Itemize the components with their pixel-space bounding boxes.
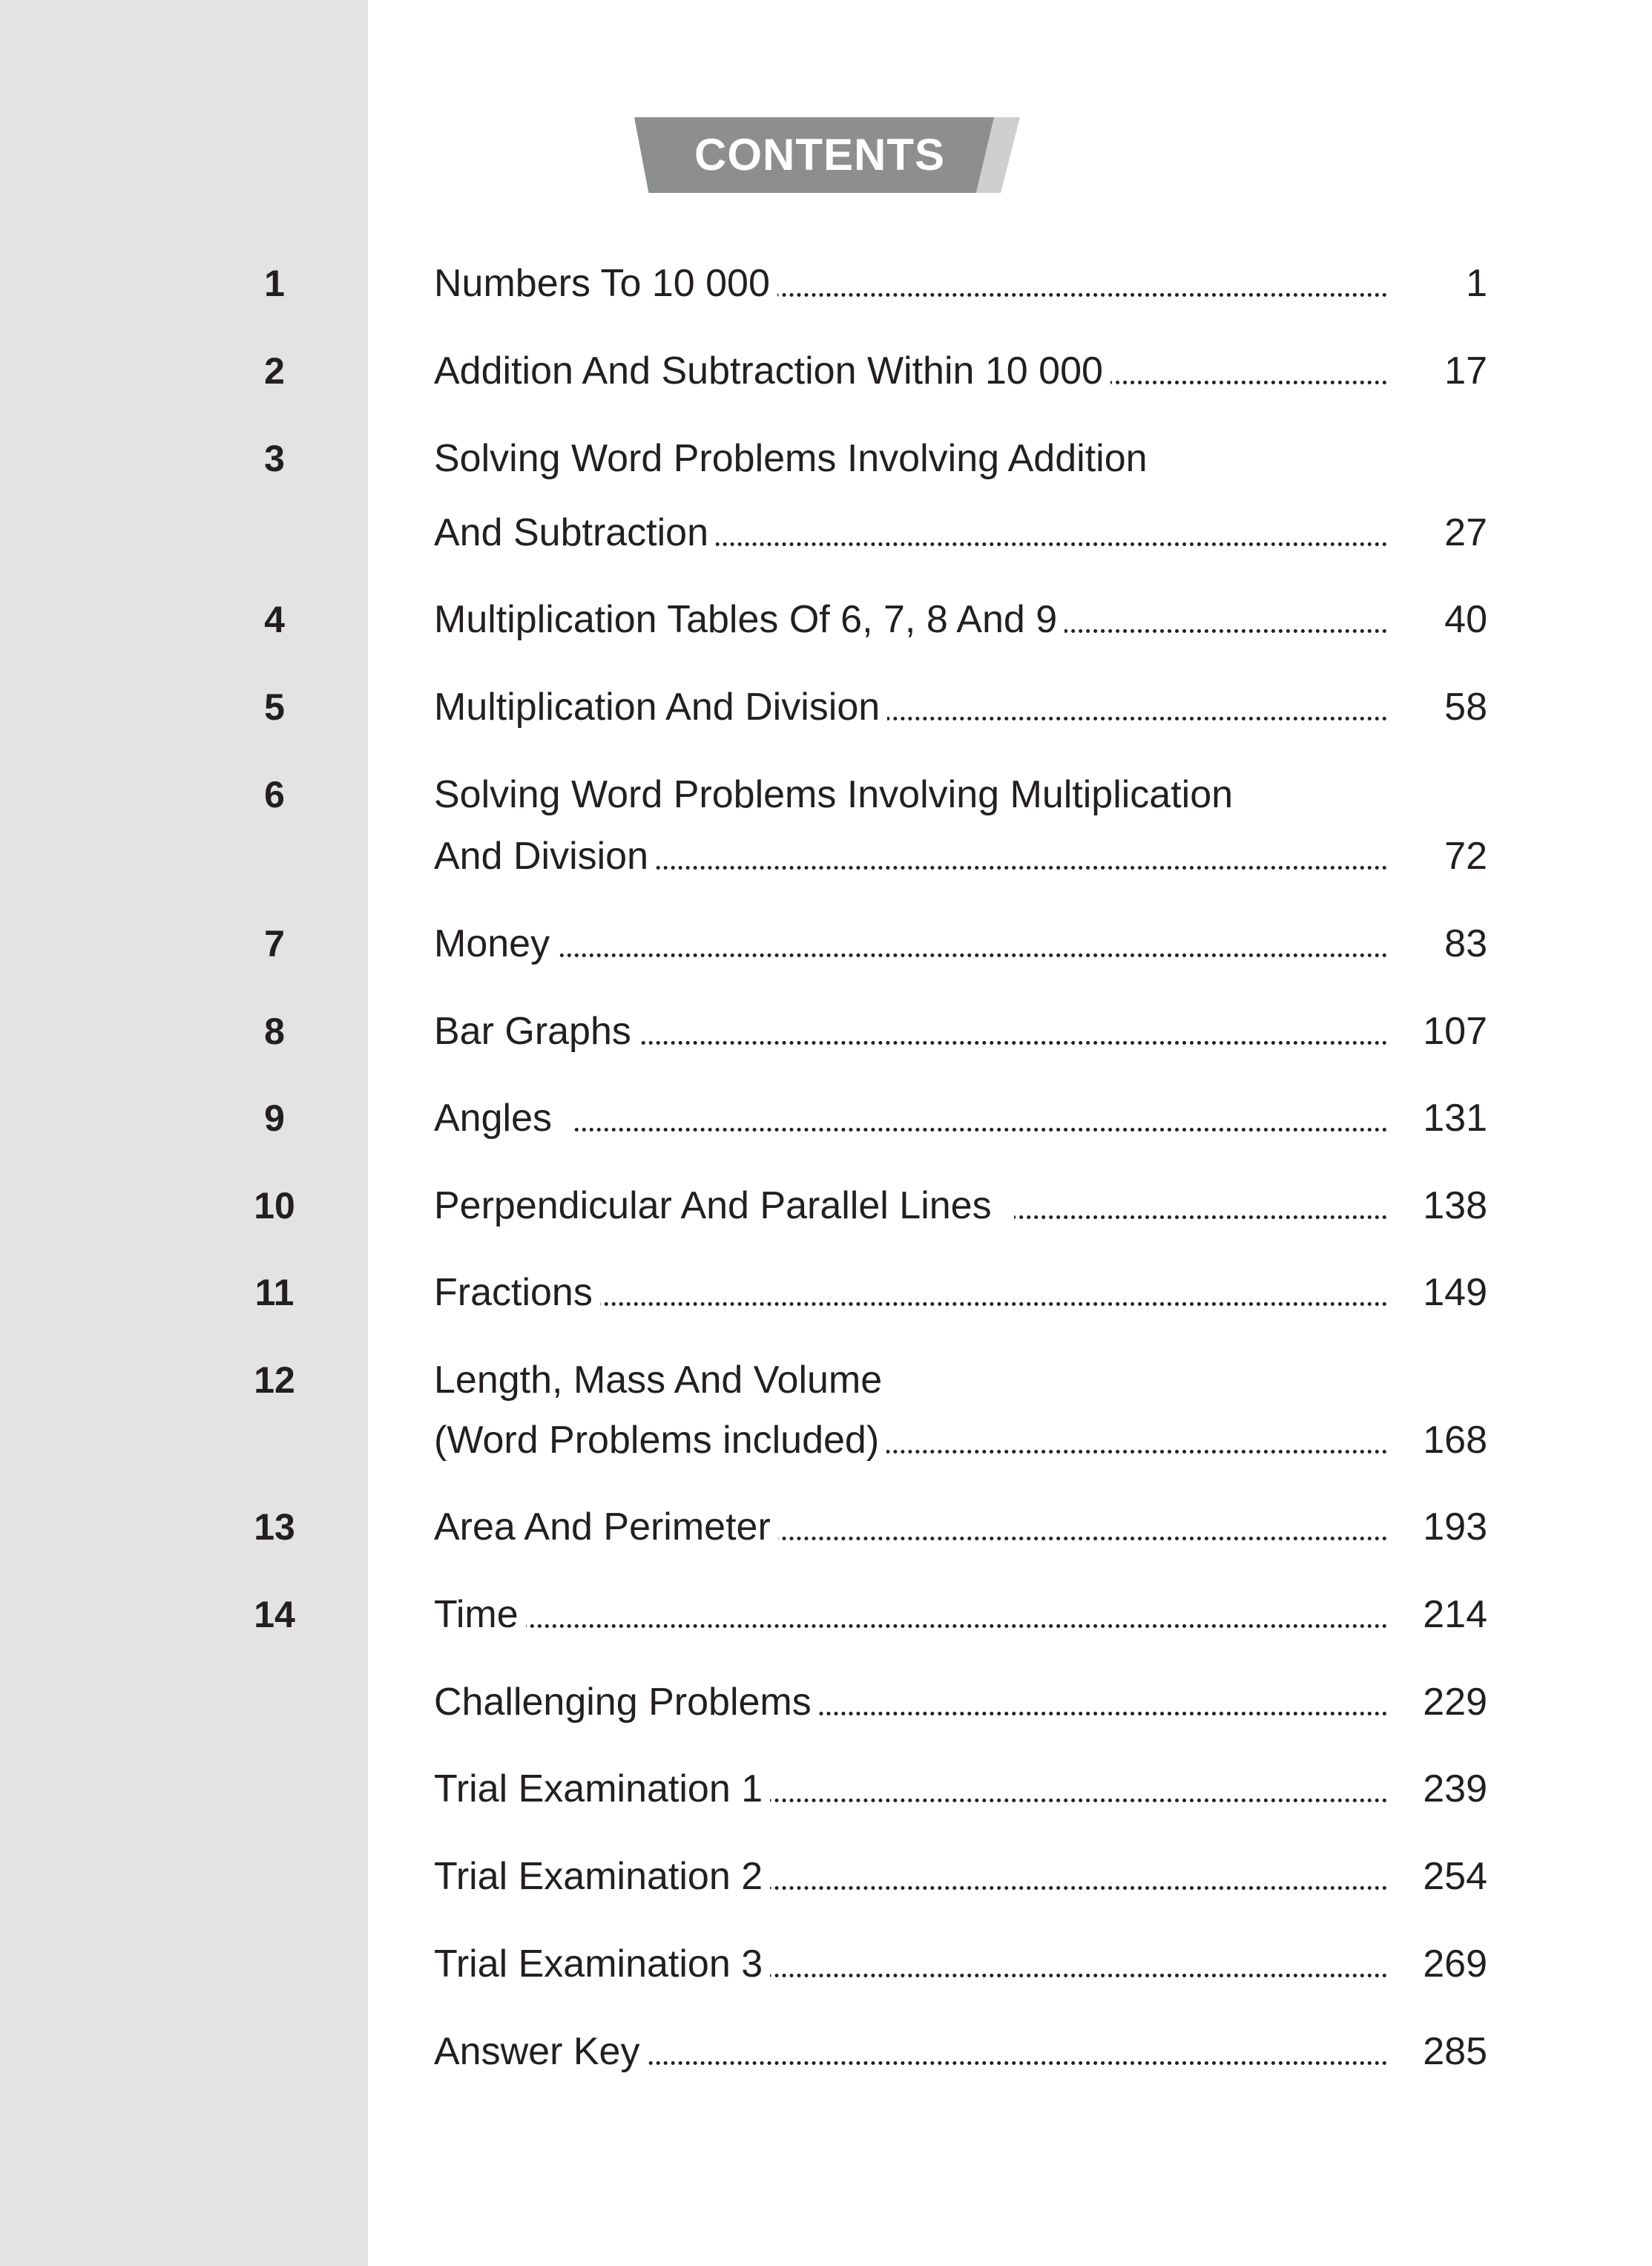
toc-entry[interactable]	[0, 1854, 1652, 1899]
toc-entry[interactable]	[0, 1505, 1652, 1549]
chapter-number: 7	[264, 923, 285, 965]
chapter-number: 8	[264, 1011, 285, 1052]
chapter-title: Solving Word Problems Involving Multiplication	[434, 772, 1387, 817]
chapter-title: Addition And Subtraction Within 10 000	[434, 349, 1387, 393]
chapter-number: 13	[254, 1506, 295, 1548]
page-number: 149	[1423, 1271, 1487, 1314]
chapter-title: Bar Graphs	[434, 1009, 1387, 1054]
chapter-number: 10	[254, 1185, 295, 1226]
toc-entry[interactable]	[0, 1096, 1652, 1140]
chapter-title: Time	[434, 1592, 1387, 1637]
page-number: 193	[1423, 1505, 1487, 1549]
section-title: Trial Examination 2	[434, 1854, 1387, 1899]
chapter-title: Multiplication Tables Of 6, 7, 8 And 9	[434, 597, 1387, 642]
chapter-title: Fractions	[434, 1270, 1387, 1315]
chapter-number: 5	[264, 686, 285, 728]
chapter-title: Money	[434, 922, 1387, 966]
toc-entry[interactable]	[0, 1767, 1652, 1811]
page-number: 83	[1444, 922, 1487, 965]
chapter-title: Length, Mass And Volume	[434, 1358, 1387, 1402]
page-number: 17	[1444, 349, 1487, 393]
page-number: 168	[1423, 1419, 1487, 1462]
toc-entry[interactable]	[0, 349, 1652, 393]
chapter-title: Solving Word Problems Involving Addition	[434, 436, 1387, 481]
page-number: 40	[1444, 598, 1487, 641]
toc-entry[interactable]	[0, 436, 1652, 481]
chapter-number: 3	[264, 438, 285, 479]
chapter-title: Angles	[434, 1096, 1387, 1140]
chapter-title: Multiplication And Division	[434, 685, 1387, 729]
toc-entry-continuation[interactable]	[0, 1418, 1652, 1462]
toc-entry[interactable]	[0, 1680, 1652, 1724]
toc-entry[interactable]	[0, 922, 1652, 966]
page-number: 214	[1423, 1593, 1487, 1636]
chapter-title: Numbers To 10 000	[434, 261, 1387, 306]
page-number: 254	[1423, 1855, 1487, 1898]
toc-entry-continuation[interactable]	[0, 834, 1652, 879]
section-title: Answer Key	[434, 2029, 1387, 2074]
toc-entry-continuation[interactable]	[0, 510, 1652, 555]
toc-entry[interactable]	[0, 2029, 1652, 2074]
page-number: 285	[1423, 2030, 1487, 2073]
chapter-title: Perpendicular And Parallel Lines	[434, 1183, 1387, 1228]
toc-entry[interactable]	[0, 597, 1652, 642]
page-number: 27	[1444, 511, 1487, 554]
chapter-title: Area And Perimeter	[434, 1505, 1387, 1549]
chapter-number: 11	[254, 1272, 294, 1313]
page-number: 269	[1423, 1942, 1487, 1986]
toc-entry[interactable]	[0, 772, 1652, 817]
chapter-number: 1	[264, 263, 285, 304]
toc-entry[interactable]	[0, 1942, 1652, 1986]
toc-entry[interactable]	[0, 1358, 1652, 1402]
page-number: 58	[1444, 686, 1487, 729]
chapter-title-line2: And Subtraction	[434, 510, 1387, 555]
chapter-number: 4	[264, 599, 285, 640]
page-number: 72	[1444, 835, 1487, 878]
chapter-number: 9	[264, 1097, 285, 1139]
toc-entry[interactable]	[0, 685, 1652, 729]
chapter-number: 12	[254, 1359, 295, 1401]
chapter-title-line2: And Division	[434, 834, 1387, 879]
page-number: 239	[1423, 1767, 1487, 1810]
chapter-number: 6	[264, 774, 285, 815]
section-title: Challenging Problems	[434, 1680, 1387, 1724]
toc-entry[interactable]	[0, 1009, 1652, 1054]
toc-entry[interactable]	[0, 1270, 1652, 1315]
page-title: CONTENTS	[694, 130, 945, 180]
page-number: 229	[1423, 1681, 1487, 1724]
chapter-title-line2: (Word Problems included)	[434, 1418, 1387, 1462]
page-number: 1	[1466, 262, 1487, 305]
chapter-number: 14	[254, 1594, 295, 1635]
page-number: 107	[1423, 1010, 1487, 1053]
section-title: Trial Examination 3	[434, 1942, 1387, 1986]
toc-entry[interactable]	[0, 261, 1652, 306]
toc-entry[interactable]	[0, 1592, 1652, 1637]
page-number: 138	[1423, 1184, 1487, 1227]
page-number: 131	[1423, 1097, 1487, 1140]
section-title: Trial Examination 1	[434, 1767, 1387, 1811]
chapter-number: 2	[264, 350, 285, 392]
toc-entry[interactable]	[0, 1183, 1652, 1228]
